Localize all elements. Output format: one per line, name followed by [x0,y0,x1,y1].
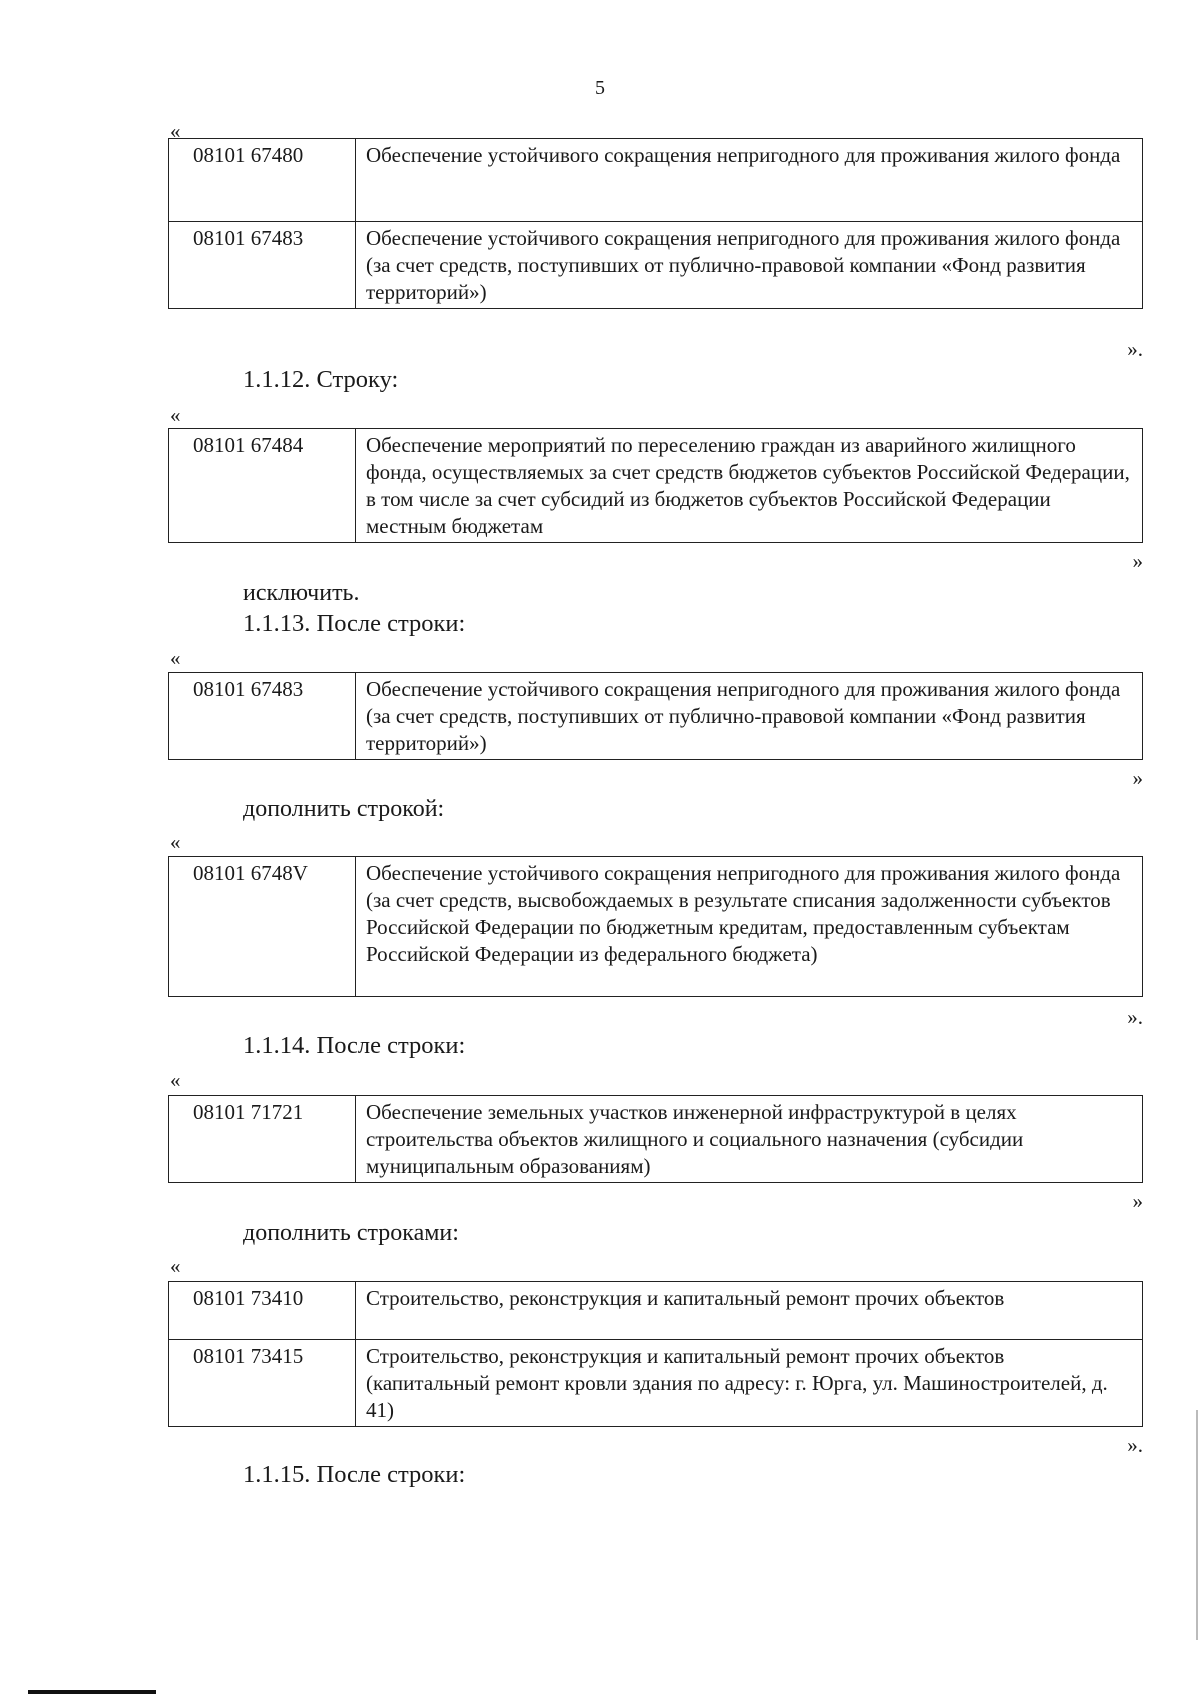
row-code: 08101 67484 [169,429,356,543]
quote-close: ». [1127,1005,1143,1029]
code-table [168,138,1143,309]
row-code: 08101 73415 [169,1340,356,1427]
section-heading: 1.1.14. После строки: [243,1032,466,1059]
row-text: Обеспечение устойчивого сокращения непригодного для проживания жилого фонда (за счет средств, поступивших от публично-правовой компании «Фонд развития территорий») [356,673,1143,760]
quote-open: « [170,119,181,143]
table-row [169,857,1143,997]
quote-open: « [170,830,181,854]
table-row [169,222,1143,309]
row-text: Строительство, реконструкция и капитальный ремонт прочих объектов (капитальный ремонт кровли здания по адресу: г. Юрга, ул. Машиностроителей, д. 41) [356,1340,1143,1427]
row-code: 08101 67483 [169,222,356,309]
instruction-text: исключить. [243,580,360,606]
row-code: 08101 67480 [169,139,356,222]
quote-close: » [1132,1189,1143,1213]
instruction-text: дополнить строками: [243,1220,459,1246]
table-row [169,1096,1143,1183]
quote-close: » [1132,549,1143,573]
row-text: Обеспечение мероприятий по переселению граждан из аварийного жилищного фонда, осуществляемых за счет средств бюджетов субъектов Российской Федерации, в том числе за счет субсидий из бюджетов субъектов Российской Федерации местным бюджетам [356,429,1143,543]
scan-corner-mark [28,1690,156,1694]
code-table [168,428,1143,543]
code-table [168,1281,1143,1427]
section-heading: 1.1.15. После строки: [243,1461,466,1488]
row-code: 08101 71721 [169,1096,356,1183]
page-number: 5 [595,77,605,99]
table-row [169,673,1143,760]
quote-open: « [170,1068,181,1092]
section-heading: 1.1.12. Строку: [243,366,399,393]
row-text: Обеспечение устойчивого сокращения непригодного для проживания жилого фонда (за счет средств, высвобождаемых в результате списания задолженности субъектов Российской Федерации по бюджетным кредитам, предоставленным субъектам Российской Федерации из федерального бюджета) [356,857,1143,997]
code-table [168,672,1143,760]
table-row [169,429,1143,543]
quote-open: « [170,403,181,427]
row-text: Обеспечение устойчивого сокращения непригодного для проживания жилого фонда [356,139,1143,222]
quote-close: » [1132,766,1143,790]
table-row [169,1282,1143,1340]
table-row [169,139,1143,222]
quote-close: ». [1127,337,1143,361]
row-text: Строительство, реконструкция и капитальный ремонт прочих объектов [356,1282,1143,1340]
row-code: 08101 73410 [169,1282,356,1340]
row-text: Обеспечение устойчивого сокращения непригодного для проживания жилого фонда (за счет средств, поступивших от публично-правовой компании «Фонд развития территорий») [356,222,1143,309]
table-row [169,1340,1143,1427]
row-text: Обеспечение земельных участков инженерной инфраструктурой в целях строительства объектов жилищного и социального назначения (субсидии муниципальным образованиям) [356,1096,1143,1183]
section-heading: 1.1.13. После строки: [243,610,466,637]
code-table [168,1095,1143,1183]
code-table [168,856,1143,997]
row-code: 08101 6748V [169,857,356,997]
scan-edge-line [1196,1410,1198,1640]
quote-open: « [170,1254,181,1278]
row-code: 08101 67483 [169,673,356,760]
instruction-text: дополнить строкой: [243,796,445,822]
quote-open: « [170,646,181,670]
quote-close: ». [1127,1433,1143,1457]
